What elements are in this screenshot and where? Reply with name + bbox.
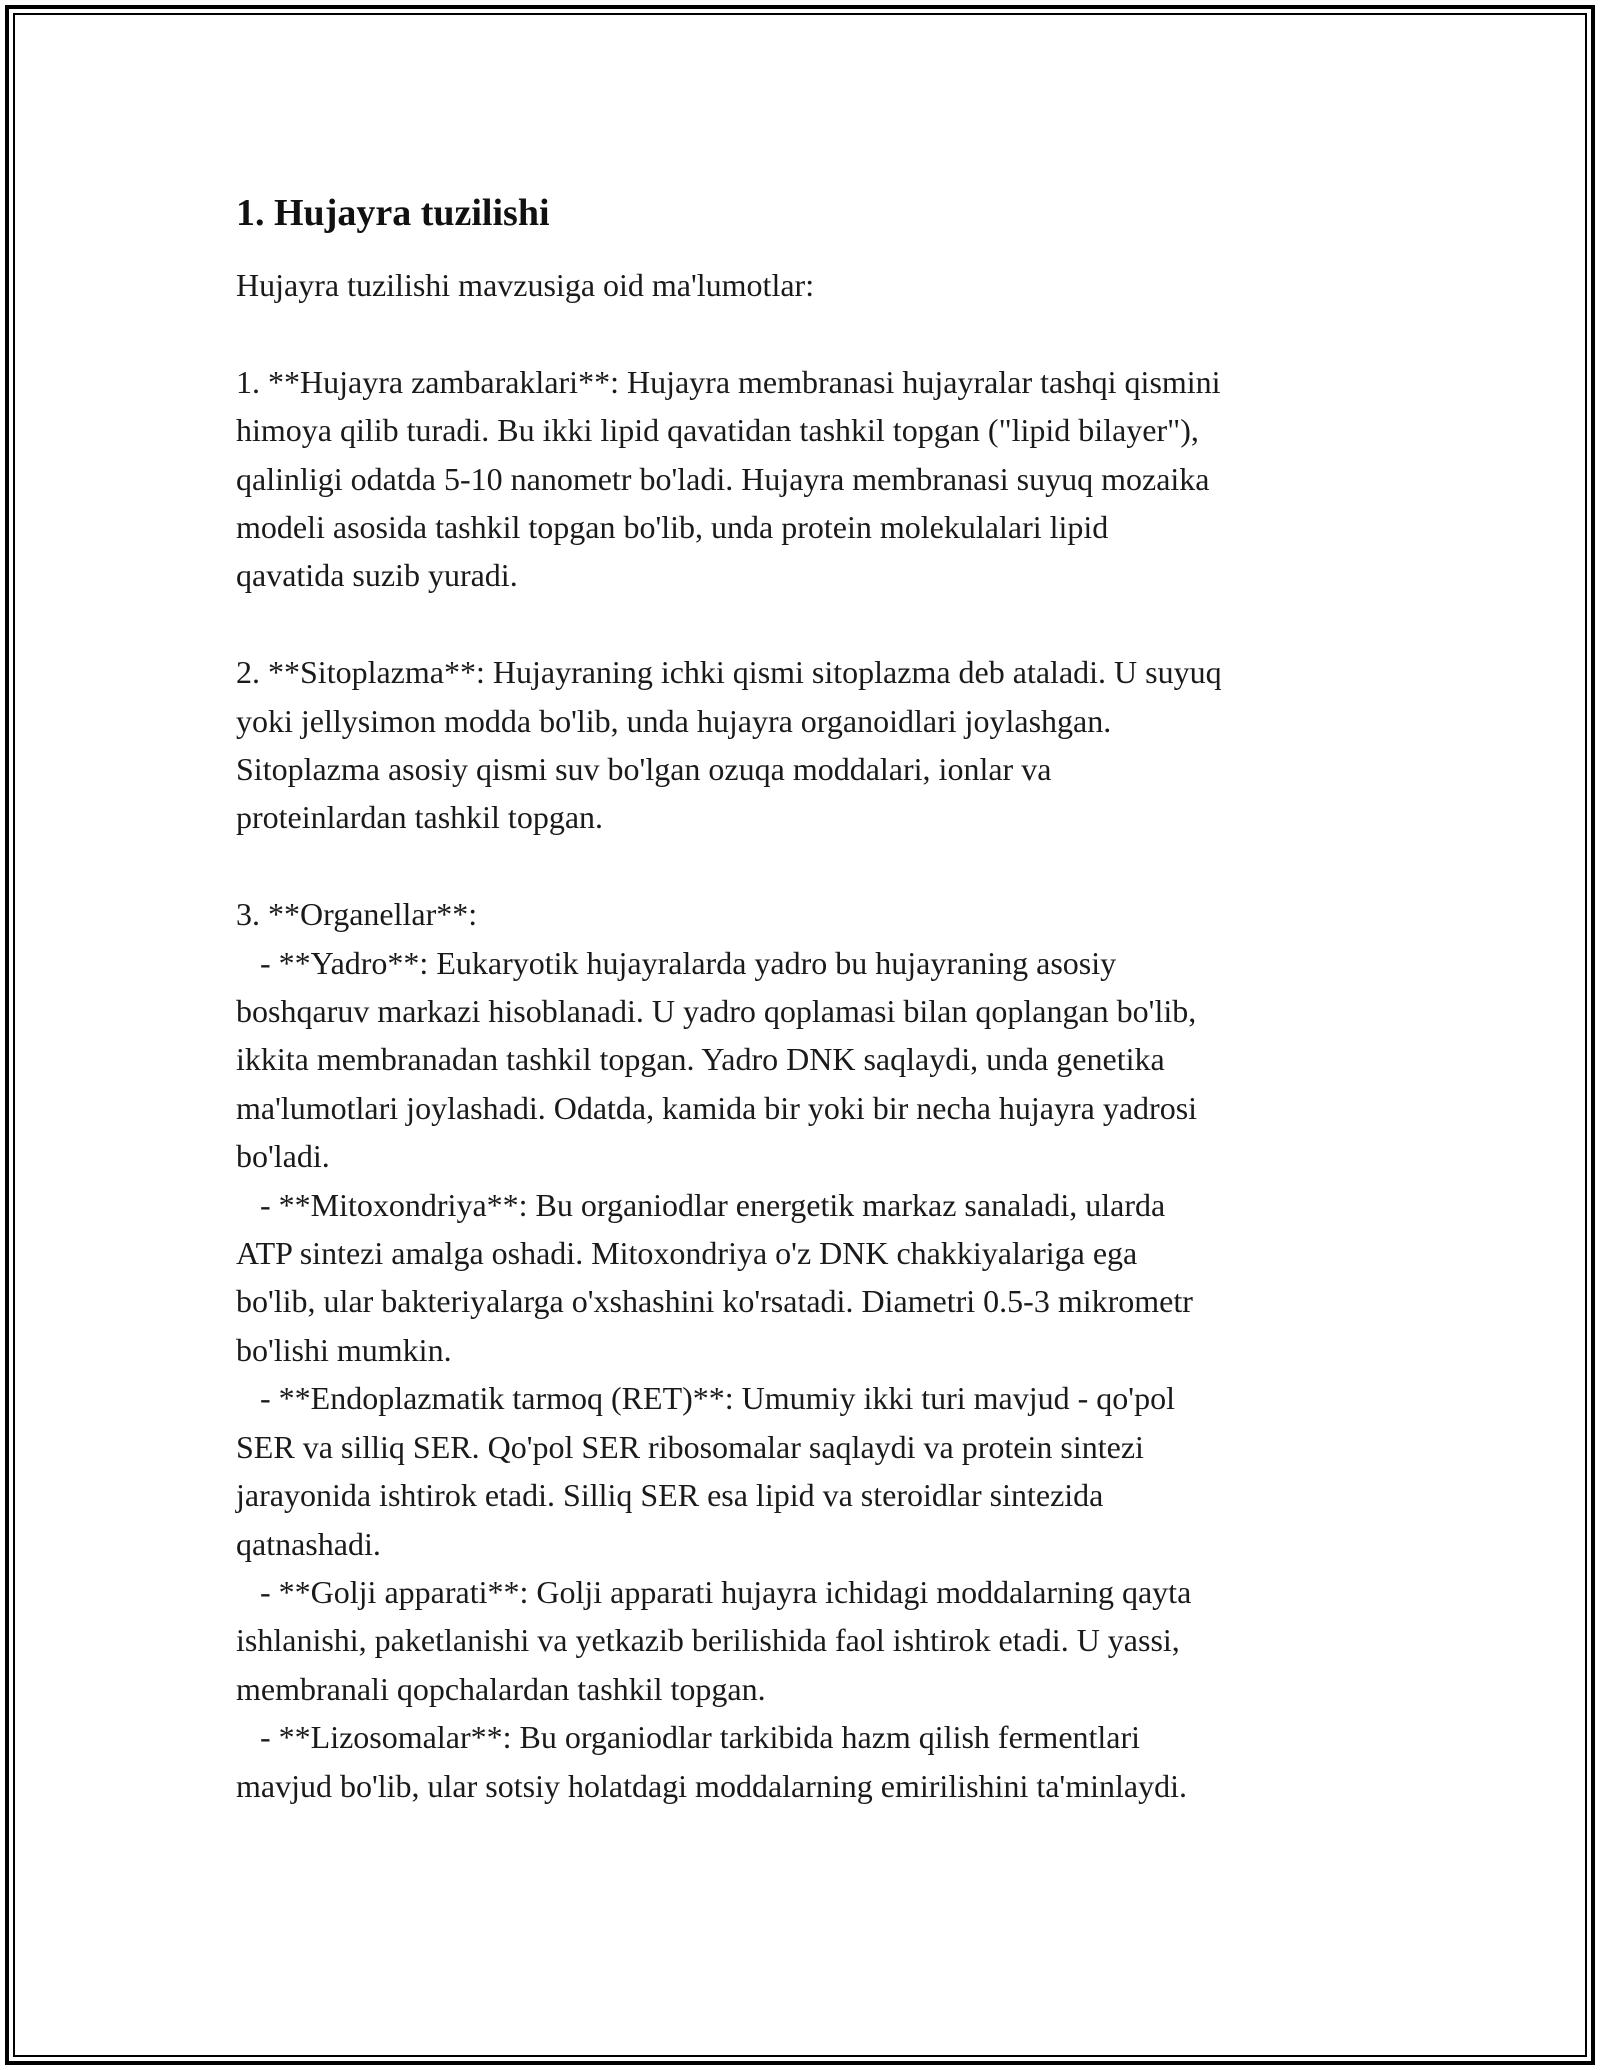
text-line: yoki jellysimon modda bo'lib, unda hujayra organoidlari joylashgan. (236, 702, 1112, 739)
text-line: mavjud bo'lib, ular sotsiy holatdagi moddalarning emirilishini ta'minlaydi. (236, 1767, 1187, 1804)
document-body (236, 185, 1396, 1810)
text-line: boshqaruv markazi hisoblanadi. U yadro qoplamasi bilan qoplangan bo'lib, (236, 993, 1197, 1030)
section-cytoplasm (236, 648, 1396, 842)
text-line: himoya qilib turadi. Bu ikki lipid qavatidan tashkil topgan ("lipid bilayer"), (236, 412, 1199, 449)
text-line: Sitoplazma asosiy qismi suv bo'lgan ozuqa moddalari, ionlar va (236, 751, 1052, 788)
paragraph-gap (236, 842, 1396, 890)
text-line: proteinlardan tashkil topgan. (236, 799, 604, 836)
intro-text: Hujayra tuzilishi mavzusiga oid ma'lumotlar: (236, 267, 815, 303)
text-line: 3. **Organellar**: (236, 896, 478, 933)
text-line: qatnashadi. (236, 1525, 381, 1562)
section-organelles (236, 890, 1396, 1810)
text-line: - **Yadro**: Eukaryotik hujayralarda yadro bu hujayraning asosiy (236, 944, 1117, 981)
text-line: - **Mitoxondriya**: Bu organiodlar energetik markaz sanaladi, ularda (236, 1186, 1166, 1223)
text-line: bo'lishi mumkin. (236, 1331, 452, 1368)
text-line: SER va silliq SER. Qo'pol SER ribosomalar saqlaydi va protein sintezi (236, 1428, 1144, 1465)
text-line: ishlanishi, paketlanishi va yetkazib berilishida faol ishtirok etadi. U yassi, (236, 1622, 1180, 1659)
text-line: qavatida suzib yuradi. (236, 557, 518, 594)
text-line: modeli asosida tashkil topgan bo'lib, unda protein molekulalari lipid (236, 509, 1109, 546)
paragraph-gap (236, 600, 1396, 648)
section-membrane (236, 358, 1396, 600)
text-line: 1. **Hujayra zambaraklari**: Hujayra membranasi hujayralar tashqi qismini (236, 363, 1221, 400)
text-line: ma'lumotlari joylashadi. Odatda, kamida bir yoki bir necha hujayra yadrosi (236, 1089, 1198, 1126)
text-line: - **Lizosomalar**: Bu organiodlar tarkibida hazm qilish fermentlari (236, 1719, 1141, 1756)
text-line: bo'ladi. (236, 1138, 330, 1175)
text-line: ikkita membranadan tashkil topgan. Yadro DNK saqlaydi, unda genetika (236, 1041, 1165, 1078)
document-title: 1. Hujayra tuzilishi (236, 192, 550, 234)
text-line: 2. **Sitoplazma**: Hujayraning ichki qismi sitoplazma deb ataladi. U suyuq (236, 654, 1222, 691)
text-line: - **Endoplazmatik tarmoq (RET)**: Umumiy ikki turi mavjud - qo'pol (236, 1380, 1175, 1417)
paragraph-gap (236, 309, 1396, 357)
text-line: bo'lib, ular bakteriyalarga o'xshashini ko'rsatadi. Diametri 0.5-3 mikrometr (236, 1283, 1193, 1320)
text-line: qalinligi odatda 5-10 nanometr bo'ladi. Hujayra membranasi suyuq mozaika (236, 460, 1210, 497)
text-line: jarayonida ishtirok etadi. Silliq SER esa lipid va steroidlar sintezida (236, 1477, 1104, 1514)
text-line: - **Golji apparati**: Golji apparati hujayra ichidagi moddalarning qayta (236, 1573, 1192, 1610)
text-line: ATP sintezi amalga oshadi. Mitoxondriya o'z DNK chakkiyalariga ega (236, 1235, 1138, 1272)
text-line: membranali qopchalardan tashkil topgan. (236, 1670, 766, 1707)
